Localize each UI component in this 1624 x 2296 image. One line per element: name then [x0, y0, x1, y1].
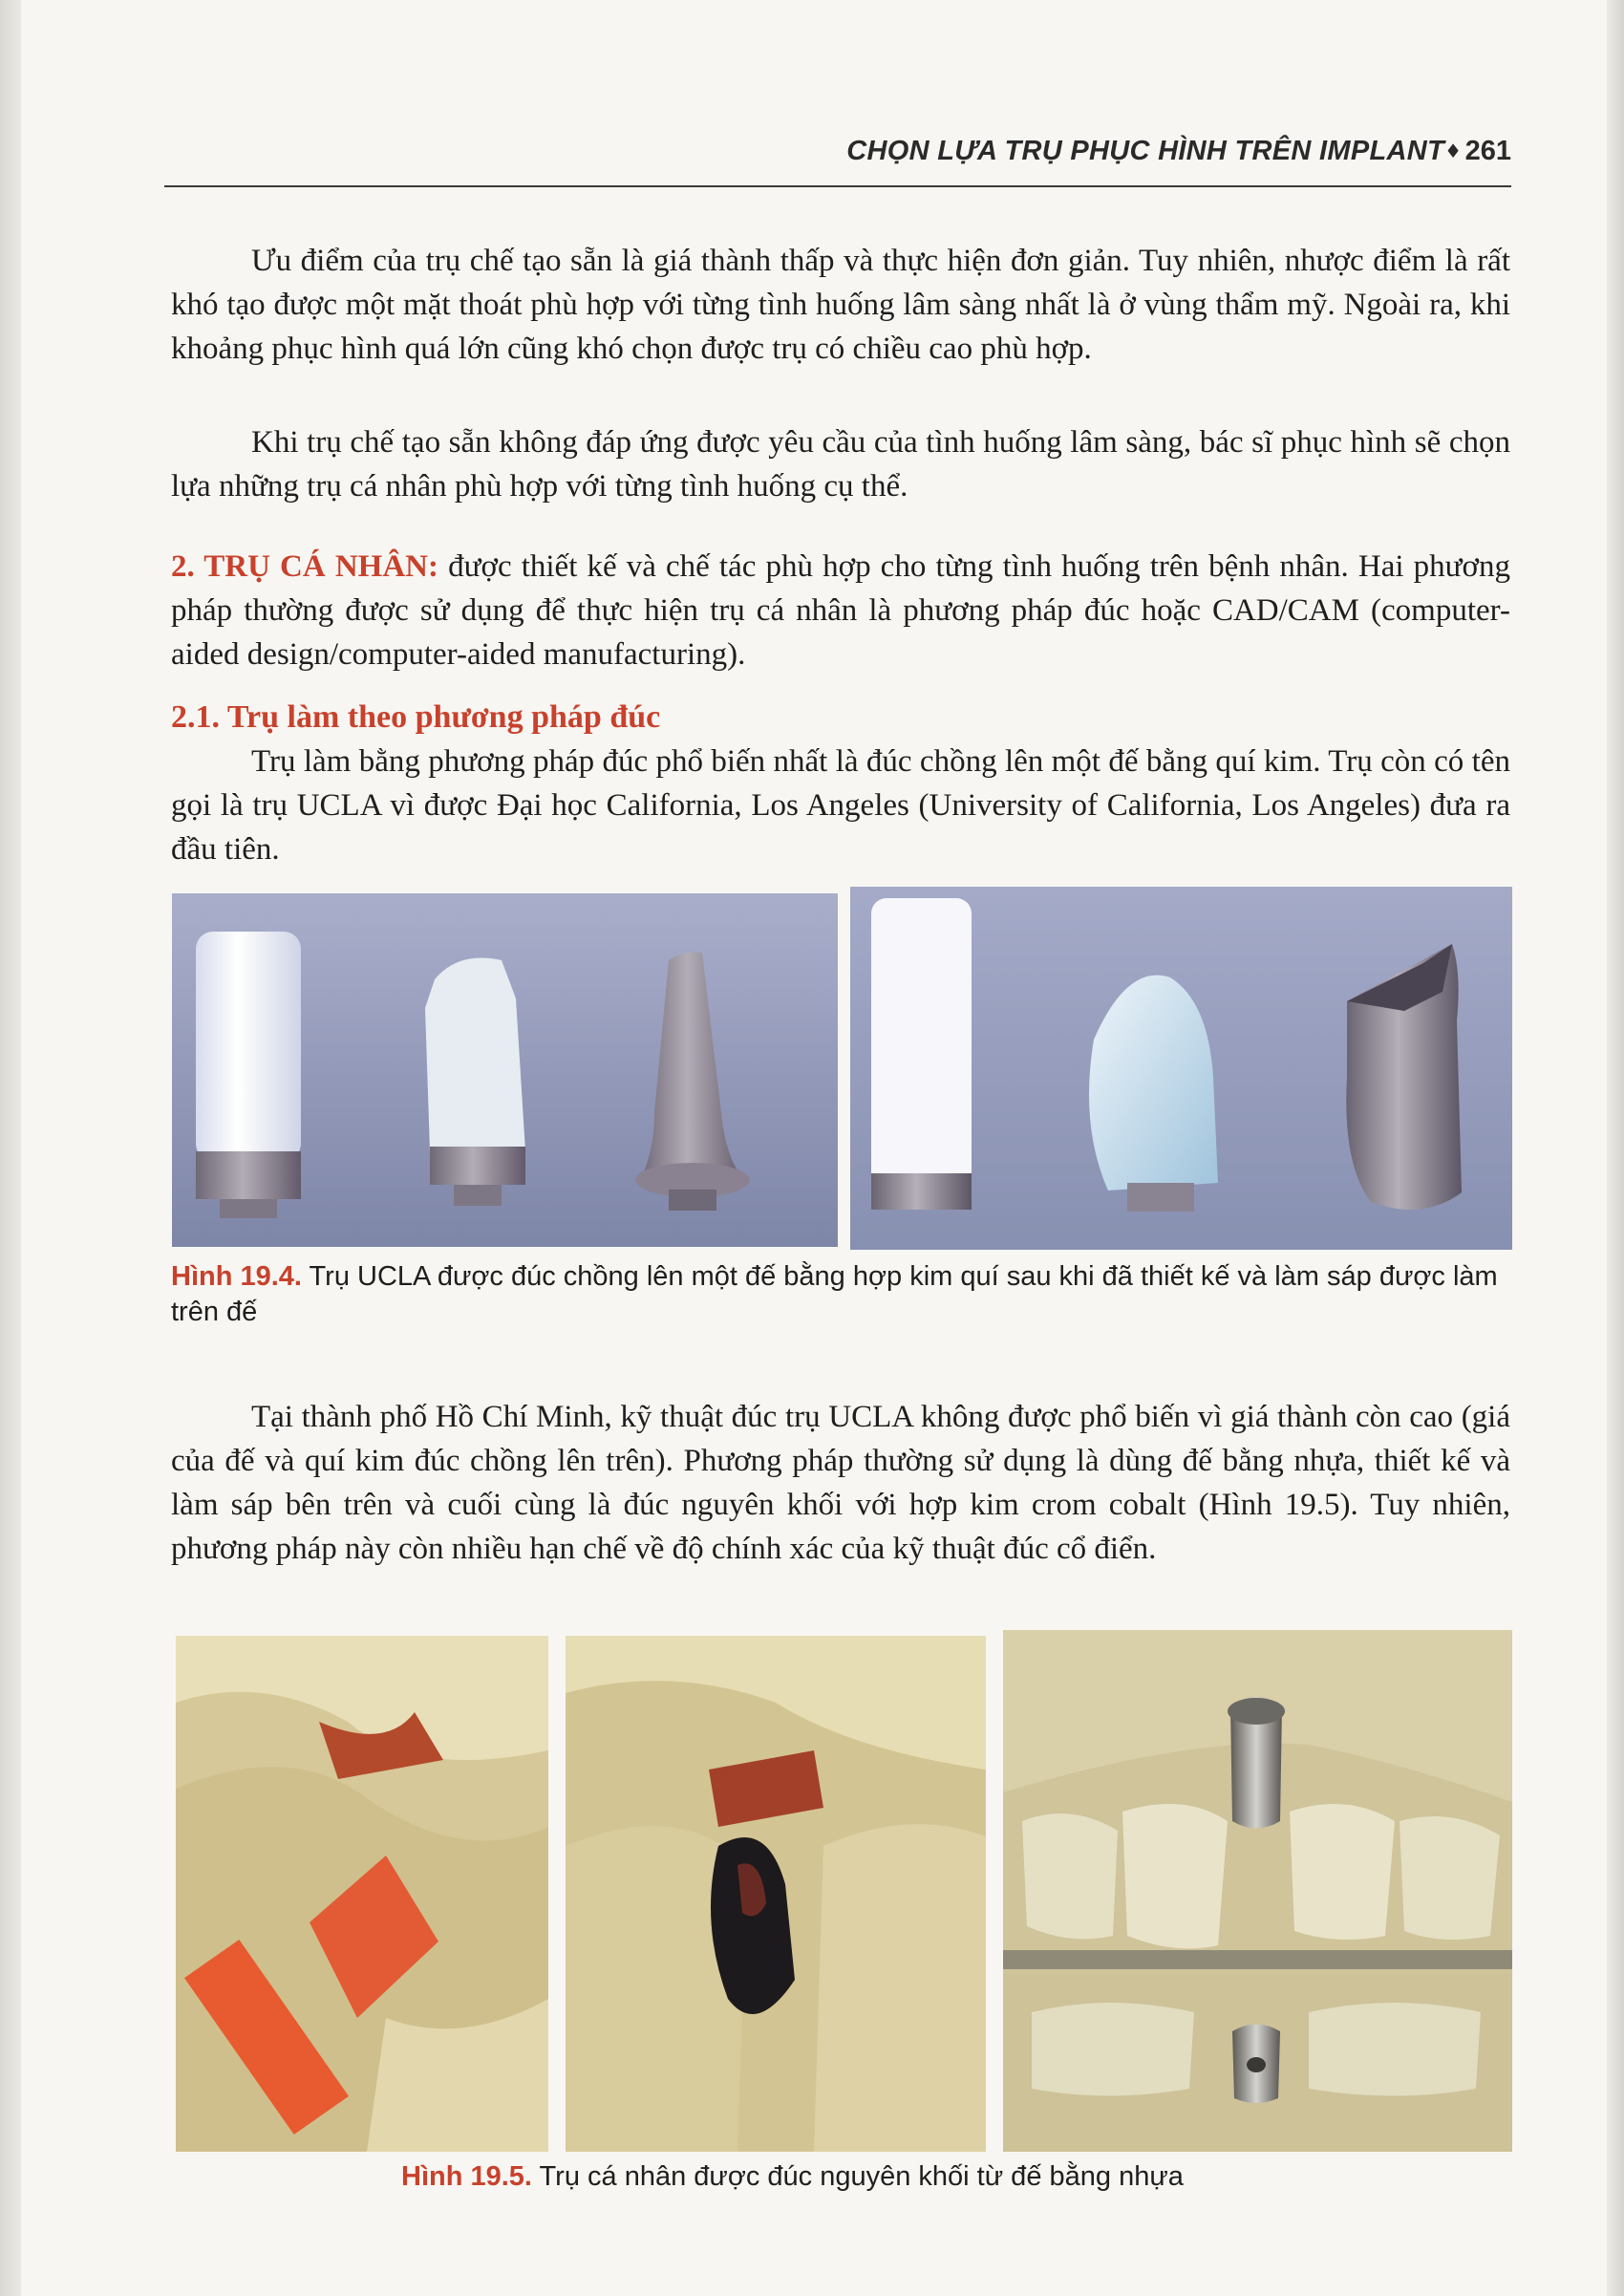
figure-19-4-photo-right [850, 887, 1512, 1250]
cast-abutment-on-teeth-image [1003, 1630, 1512, 2152]
section-text: được thiết kế và chế tác phù hợp cho từng tình huống trên bệnh nhân. Hai phương pháp thường được sử dụng để thực hiện trụ cá nhân là phương pháp đúc hoặc CAD/CAM (computer-aided design/computer-aided manufacturing). [171, 549, 1510, 672]
section-heading: 2. TRỤ CÁ NHÂN: [171, 549, 438, 584]
figure-19-4-caption [171, 1259, 1508, 1330]
paragraph-custom-choice [171, 420, 1510, 508]
paragraph-text: Ưu điểm của trụ chế tạo sẵn là giá thành thấp và thực hiện đơn giản. Tuy nhiên, nhược điểm là rất khó tạo được một mặt thoát phù hợp với từng tình huống lâm sàng nhất là ở vùng thẩm mỹ. Ngoài ra, khi khoảng phục hình quá lớn cũng khó chọn được trụ có chiều cao phù hợp. [171, 244, 1510, 366]
figure-caption-text: Trụ cá nhân được đúc nguyên khối từ đế bằng nhựa [532, 2161, 1184, 2192]
wax-pattern-on-model-image [566, 1636, 986, 2152]
section-custom-abutment [171, 545, 1510, 676]
ucla-abutment-sequence-image [172, 893, 838, 1247]
figure-caption-text: Trụ UCLA được đúc chồng lên một đế bằng hợp kim quí sau khi đã thiết kế và làm sáp được làm trên đế [171, 1261, 1498, 1327]
figure-label: Hình 19.4. [171, 1261, 302, 1292]
plastic-base-on-model-image [176, 1636, 548, 2152]
scan-edge-right [1607, 0, 1624, 2296]
figure-label: Hình 19.5. [401, 2161, 532, 2192]
ucla-wax-up-image [850, 887, 1512, 1250]
paragraph-text: Trụ làm bằng phương pháp đúc phổ biến nhất là đúc chồng lên một đế bằng quí kim. Trụ còn có tên gọi là trụ UCLA vì được Đại học California, Los Angeles (University of California, Los Angeles) đưa ra đầu tiên. [171, 744, 1510, 867]
paragraph-advantages [171, 239, 1510, 371]
page-number: 261 [1464, 136, 1511, 166]
scan-edge-left [0, 0, 21, 2296]
section-paragraph [171, 545, 1510, 676]
book-page [21, 0, 1607, 2296]
figure-19-4-photo-left [172, 893, 838, 1247]
subsection-casting [171, 696, 1510, 871]
figure-19-5-photo-1 [176, 1636, 548, 2152]
figure-19-5-photo-2 [566, 1636, 986, 2152]
figure-19-5-photo-3 [1003, 1630, 1512, 2152]
running-header [164, 132, 1511, 187]
running-title: CHỌN LỰA TRỤ PHỤC HÌNH TRÊN IMPLANT [846, 136, 1444, 166]
subsection-heading: 2.1. Trụ làm theo phương pháp đúc [171, 699, 661, 735]
paragraph-hcmc [171, 1395, 1510, 1571]
paragraph-text: Tại thành phố Hồ Chí Minh, kỹ thuật đúc trụ UCLA không được phổ biến vì giá thành còn cao (giá của đế và quí kim đúc chồng lên trên). Phương pháp thường sử dụng là dùng đế bằng nhựa, thiết kế và làm sáp bên trên và cuối cùng là đúc nguyên khối với hợp kim crom cobalt (Hình 19.5). Tuy nhiên, phương pháp này còn nhiều hạn chế về độ chính xác của kỹ thuật đúc cổ điển. [171, 1400, 1510, 1566]
paragraph-text: Khi trụ chế tạo sẵn không đáp ứng được yêu cầu của tình huống lâm sàng, bác sĩ phục hình sẽ chọn lựa những trụ cá nhân phù hợp với từng tình huống cụ thể. [171, 425, 1510, 504]
figure-19-5-caption [401, 2159, 1452, 2195]
diamond-separator-icon: ♦ [1444, 139, 1462, 162]
